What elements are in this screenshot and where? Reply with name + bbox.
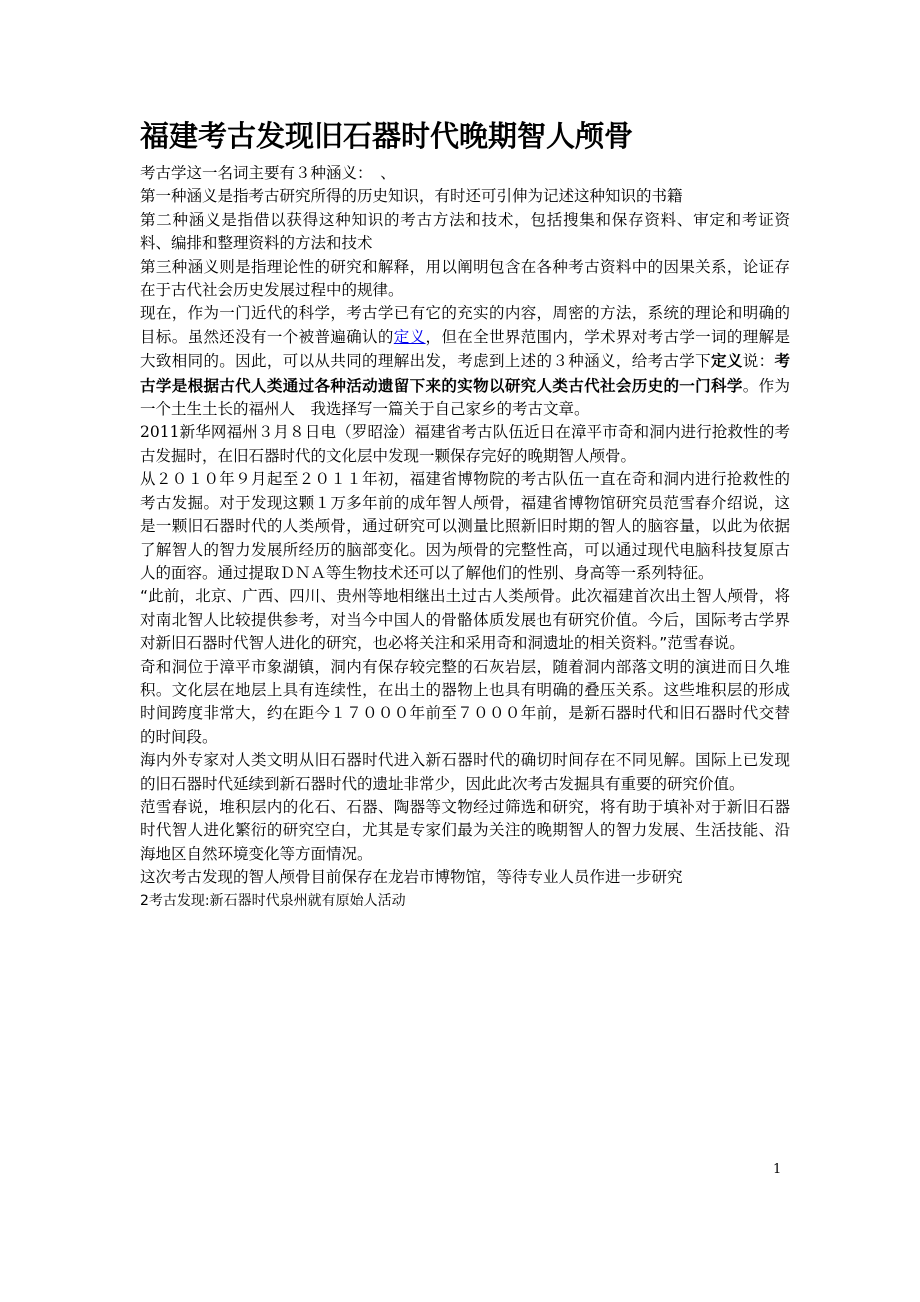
excavation-paragraph: 从２０１０年９月起至２０１１年初，福建省博物院的考古队伍一直在奇和洞内进行抢救性的考古发掘。对于发现这颗１万多年前的成年智人颅骨，福建省博物馆研究员范雪春介绍说，这是一颗旧石器时代的人类颅骨，通过研究可以测量比照新旧时期的智人的脑容量，以此为依据了解智人的智力发展所经历的脑部变化。因为颅骨的完整性高，可以通过现代电脑科技复原古人的面容。通过提取ＤＮＡ等生物技术还可以了解他们的性别、身高等一系列特征。 (140, 470, 790, 582)
definition-bold-label: 定义 (711, 351, 743, 371)
definition-text-2: ，但在全世界范围内，学术界对考古学一词的理解是大致相同的。因此，可以从共同的理解出发，考虑到上述的３种涵义，给考古学下 (140, 327, 790, 371)
research-value-paragraph: 范雪春说，堆积层内的化石、石器、陶器等文物经过筛选和研究，将有助于填补对于新旧石器时代智人进化繁衍的研究空白，尤其是专家们最为关注的晚期智人的智力发展、生活技能、沿海地区自然环境变化等方面情况。 (140, 797, 790, 863)
expert-views-paragraph: 海内外专家对人类文明从旧石器时代进入新石器时代的确切时间存在不同见解。国际上已发现的旧石器时代延续到新石器时代的遗址非常少，因此此次考古发掘具有重要的研究价值。 (140, 751, 790, 793)
cave-description-paragraph: 奇和洞位于漳平市象湖镇，洞内有保存较完整的石灰岩层，随着洞内部落文明的演进而日久堆积。文化层在地层上具有连续性，在出土的器物上也具有明确的叠压关系。这些堆积层的形成时间跨度非常大，约在距今１７０００年前至７０００年前，是新石器时代和旧石器时代交替的时间段。 (140, 657, 790, 746)
definition-text-1: 现在，作为一门近代的科学，考古学已有它的充实的内容，周密的方法，系统的理论和明确的目标。虽然还没有一个被普遍确认的 (140, 304, 790, 346)
related-article-link[interactable]: 2考古发现:新石器时代泉州就有原始人活动 (140, 892, 406, 909)
document-title: 福建考古发现旧石器时代晚期智人颅骨 (140, 119, 634, 153)
page-number: 1 (773, 1162, 782, 1177)
quote-paragraph: “此前，北京、广西、四川、贵州等地相继出土过古人类颅骨。此次福建首次出土智人颅骨，将对南北智人比较提供参考，对当今中国人的骨骼体质发展也有研究价值。今后，国际考古学界对新旧石器时代智人进化的研究，也必将关注和采用奇和洞遗址的相关资料。”范雪春说。 (140, 587, 790, 653)
storage-paragraph: 这次考古发现的智人颅骨目前保存在龙岩市博物馆，等待专业人员作进一步研究 (140, 868, 683, 887)
intro-paragraph: 考古学这一名词主要有３种涵义： 、 (140, 164, 396, 182)
definition-bold-statement: 考古学是根据古代人类通过各种活动遗留下来的实物以研究人类古代社会历史的一门科学 (140, 351, 790, 395)
meaning-first-paragraph: 第一种涵义是指考古研究所得的历史知识，有时还可引伸为记述这种知识的书籍 (140, 187, 683, 206)
definition-link[interactable]: 定义 (393, 327, 426, 346)
meaning-third-paragraph: 第三种涵义则是指理论性的研究和解释，用以阐明包含在各种考古资料中的因果关系，论证存在于古代社会历史发展过程中的规律。 (140, 257, 790, 300)
definition-paragraph (140, 302, 790, 421)
document-body (140, 112, 790, 912)
news-lead-paragraph: 2011新华网福州３月８日电（罗昭淦）福建省考古队伍近日在漳平市奇和洞内进行抢救性的考古发掘时，在旧石器时代的文化层中发现一颗保存完好的晚期智人颅骨。 (140, 423, 790, 465)
definition-text-3: 说： (742, 352, 775, 371)
meaning-second-paragraph: 第二种涵义是指借以获得这种知识的考古方法和技术，包括搜集和保存资料、审定和考证资料、编排和整理资料的方法和技术 (140, 210, 790, 253)
definition-text-4: 。作为一个土生土长的福州人 我选择写一篇关于自己家乡的考古文章。 (140, 376, 790, 419)
